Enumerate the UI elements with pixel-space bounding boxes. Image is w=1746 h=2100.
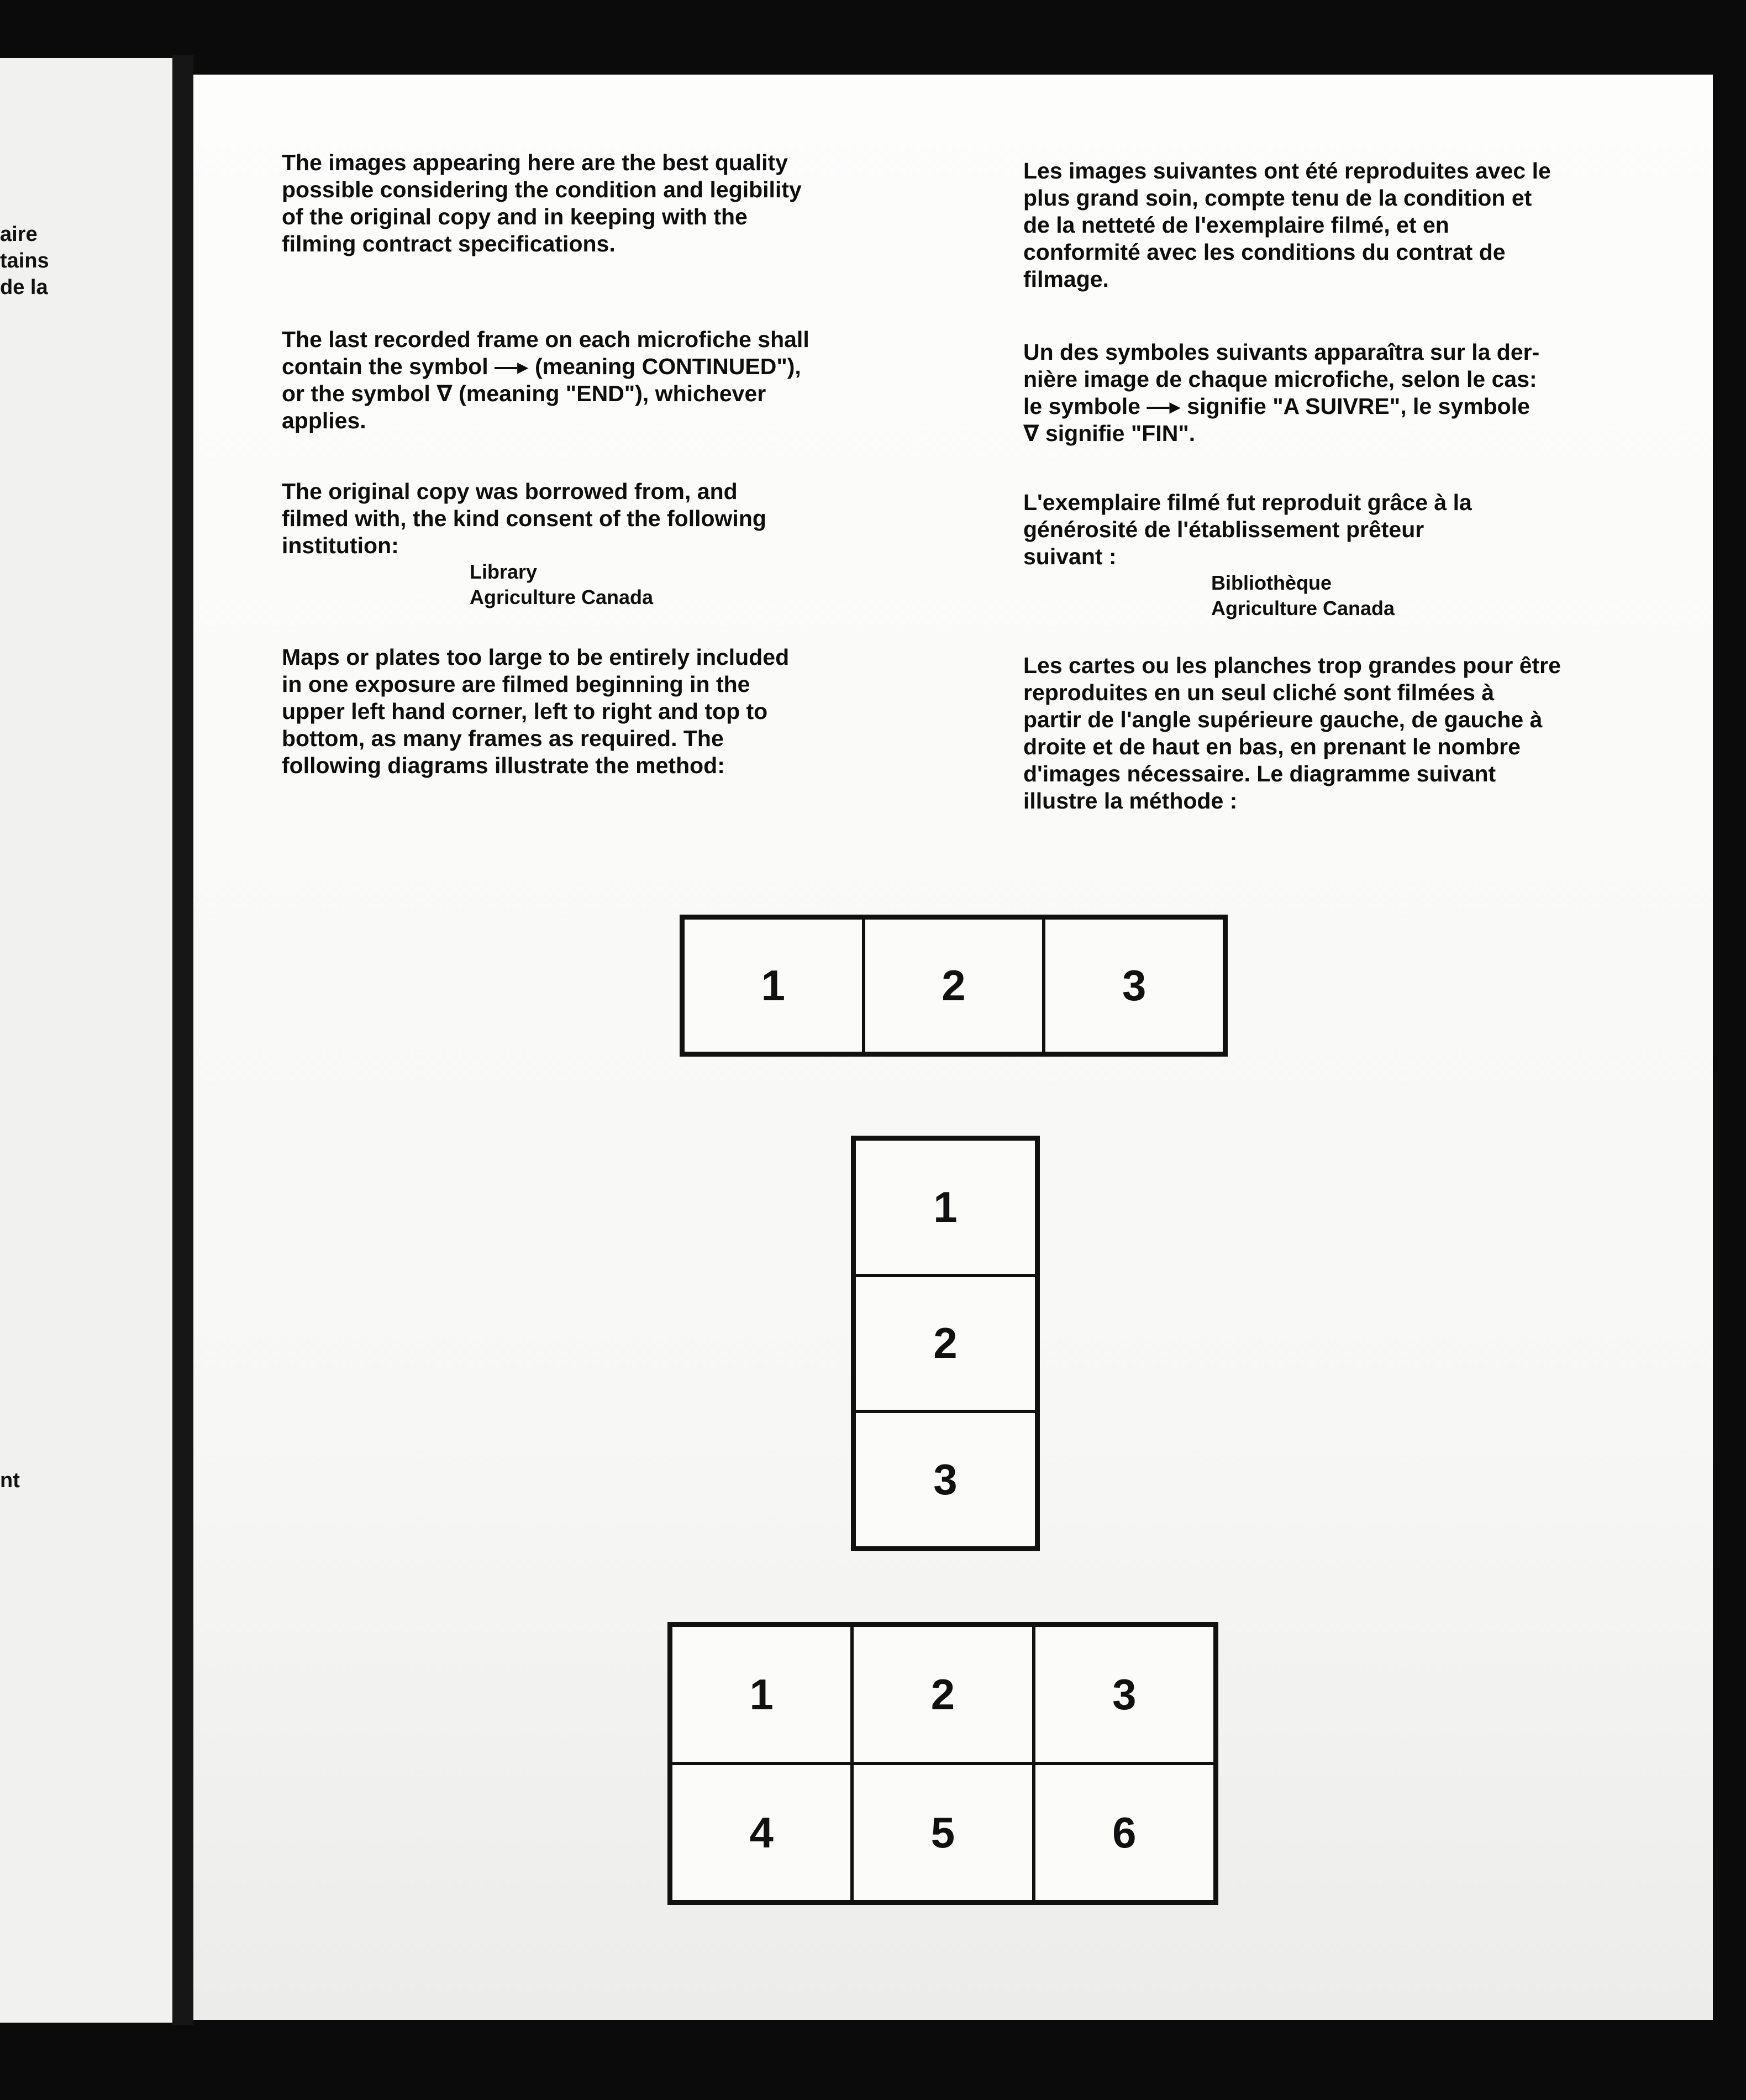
frame-cell: 3 [1034, 1625, 1215, 1763]
frame-cell: 4 [671, 1763, 852, 1902]
right-film-edge [1713, 75, 1746, 2020]
frame-cell: 1 [683, 918, 864, 1053]
source-notice-fr [1023, 489, 1472, 621]
frame-cell: 3 [1044, 918, 1224, 1053]
frame-cell: 5 [852, 1763, 1033, 1902]
maps-notice-fr: Les cartes ou les planches trop grandes pour être reproduites en un seul cliché sont filmées à partir de l'angle supérieure gauche, de gauche à droite et de haut en bas, en prenant le nombre d'images nécessaire. Le diagramme suivant illustre la méthode : [1023, 653, 1561, 813]
frame-cell: 1 [854, 1139, 1037, 1275]
page-spine [172, 55, 193, 2025]
maps-notice-en: Maps or plates too large to be entirely included in one exposure are filmed beginning in the upper left hand corner, left to right and top to bottom, as many frames as required. The following diagrams illustrate the method: [282, 644, 790, 778]
symbol-notice-en: The last recorded frame on each microfiche shall contain the symbol —▸ (meaning CONTINUED"), or the symbol ∇ (meaning "END"), whichever applies. [282, 327, 809, 433]
horizontal-frames-diagram [680, 915, 1228, 1057]
vertical-frames-diagram [851, 1136, 1040, 1551]
quality-notice-fr: Les images suivantes ont été reproduites avec le plus grand soin, compte tenu de la condition et de la netteté de l'exemplaire filmé, et en conformité avec les conditions du contrat de filmage. [1023, 158, 1551, 292]
frame-cell: 2 [864, 918, 1044, 1053]
previous-page-edge [0, 58, 172, 2023]
source-notice-en [282, 478, 766, 610]
institution-name-en: Library Agriculture Canada [470, 560, 654, 608]
frame-cell: 3 [854, 1411, 1037, 1548]
institution-name-fr: Bibliothèque Agriculture Canada [1211, 571, 1395, 620]
prev-page-fragment: aire [0, 223, 38, 246]
frame-cell: 2 [852, 1625, 1033, 1763]
frame-cell: 1 [671, 1625, 852, 1763]
prev-page-fragment: de la [0, 276, 48, 299]
source-text-fr: L'exemplaire filmé fut reproduit grâce à la générosité de l'établissement prêteur suivant : [1023, 490, 1472, 569]
frame-cell: 6 [1034, 1763, 1215, 1902]
grid-frames-diagram [667, 1622, 1218, 1905]
prev-page-fragment: tains [0, 249, 49, 272]
symbol-notice-fr: Un des symboles suivants apparaîtra sur la der- nière image de chaque microfiche, selon le cas: le symbole —▸ signifie "A SUIVRE", le symbole ∇ signifie "FIN". [1023, 339, 1540, 446]
frame-cell: 2 [854, 1275, 1037, 1412]
prev-page-fragment: nt [0, 1469, 20, 1492]
document-page [193, 75, 1713, 2020]
quality-notice-en: The images appearing here are the best quality possible considering the condition and legibility of the original copy and in keeping with the filming contract specifications. [282, 150, 802, 256]
source-text-en: The original copy was borrowed from, and filmed with, the kind consent of the following institution: [282, 479, 766, 558]
